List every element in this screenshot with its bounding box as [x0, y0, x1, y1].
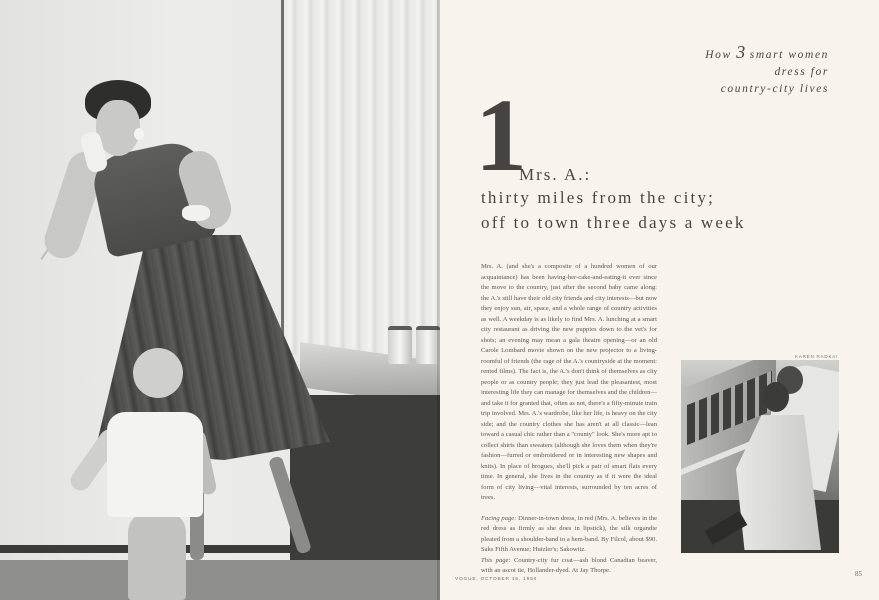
woman-head — [763, 382, 789, 412]
photo-jar — [388, 326, 412, 364]
bracelet — [182, 205, 210, 221]
headline-line-2: off to town three days a week — [481, 213, 746, 232]
kicker-number: 3 — [736, 42, 746, 62]
photo-floor — [0, 560, 440, 600]
kicker-line-3: country-city lives — [720, 83, 829, 95]
train-station-photo — [681, 360, 839, 553]
caption-label-this: This page: — [481, 556, 511, 564]
page-number: 85 — [855, 570, 862, 578]
body-paragraph: Mrs. A. (and she's a composite of a hundred women of our acquaintance) has been having-her-cake-and-eating-it ever since the move to the country, just after the second baby came along: the A.'s still have their old city friends and city interests—but now they enjoy sun, air, space, and a whole range of country activities as well. A weekday is as likely to find Mrs. A. lunching at a smart city restaurant as driving the new puppies down to the vet's for shots; an evening may mean a gala theatre opening—or an old Carole Lombard movie shown on the new projector to a living-roomful of friends (the rage of the A.'s countryside at the moment: rented films). The fact is, the A.'s don't think of themselves as city people or as country people; they just lead the pleasantest, most interesting life they can manage for themselves and the children—and take it for granted that, often as not, there's a fifty-minute train trip involved. Mrs. A.'s wardrobe, like her life, is heavy on the city side; and the country clothes she has aren't at all classic—lean toward a casual chic rather than a "county" look. She's more apt to collect shirts than sweaters (although she loves them when they're fashion—furred or embroidered or in interesting new shapes and knits). In place of brogues, she'll pick a pair of smart flats every time. In general, she lives in the country as if it were the ideal form of city living—vital interests, surrounded by ten acres of trees. — [481, 263, 657, 501]
photo-credit: KAREN RADKAI — [795, 354, 839, 359]
folio-line: VOGUE, OCTOBER 15, 1954 — [455, 577, 538, 582]
kicker-line-2: dress for — [774, 66, 829, 78]
child-legs — [128, 512, 186, 600]
child-head — [133, 348, 183, 398]
caption-text-facing: Dinner-in-town dress, in red (Mrs. A. believes in the red dress as firmly as she does in lipstick), the silk organdie pleated from a shoulder-band to a hem-band. By Filcol, about $90. Saks Fifth Avenue; Hutzler's; Sakowitz. — [481, 514, 657, 553]
caption-text-this: Country-city fur coat—ash blond Canadian beaver, with an ascot tie, Hollander-dyed. At Jay Thorpe. — [481, 556, 658, 574]
caption-block — [481, 514, 657, 577]
article-body — [481, 262, 657, 587]
earring — [134, 128, 144, 140]
headline-line-1: thirty miles from the city; — [481, 188, 716, 207]
kicker — [705, 44, 829, 98]
section-numeral: 1 — [475, 78, 525, 193]
kicker-line-1: How 3 smart women — [705, 42, 829, 62]
caption-label-facing: Facing page: — [481, 514, 517, 522]
photo-curtain — [284, 0, 440, 355]
child-shirt — [107, 412, 203, 517]
headline-name: Mrs. A.: — [519, 165, 592, 184]
